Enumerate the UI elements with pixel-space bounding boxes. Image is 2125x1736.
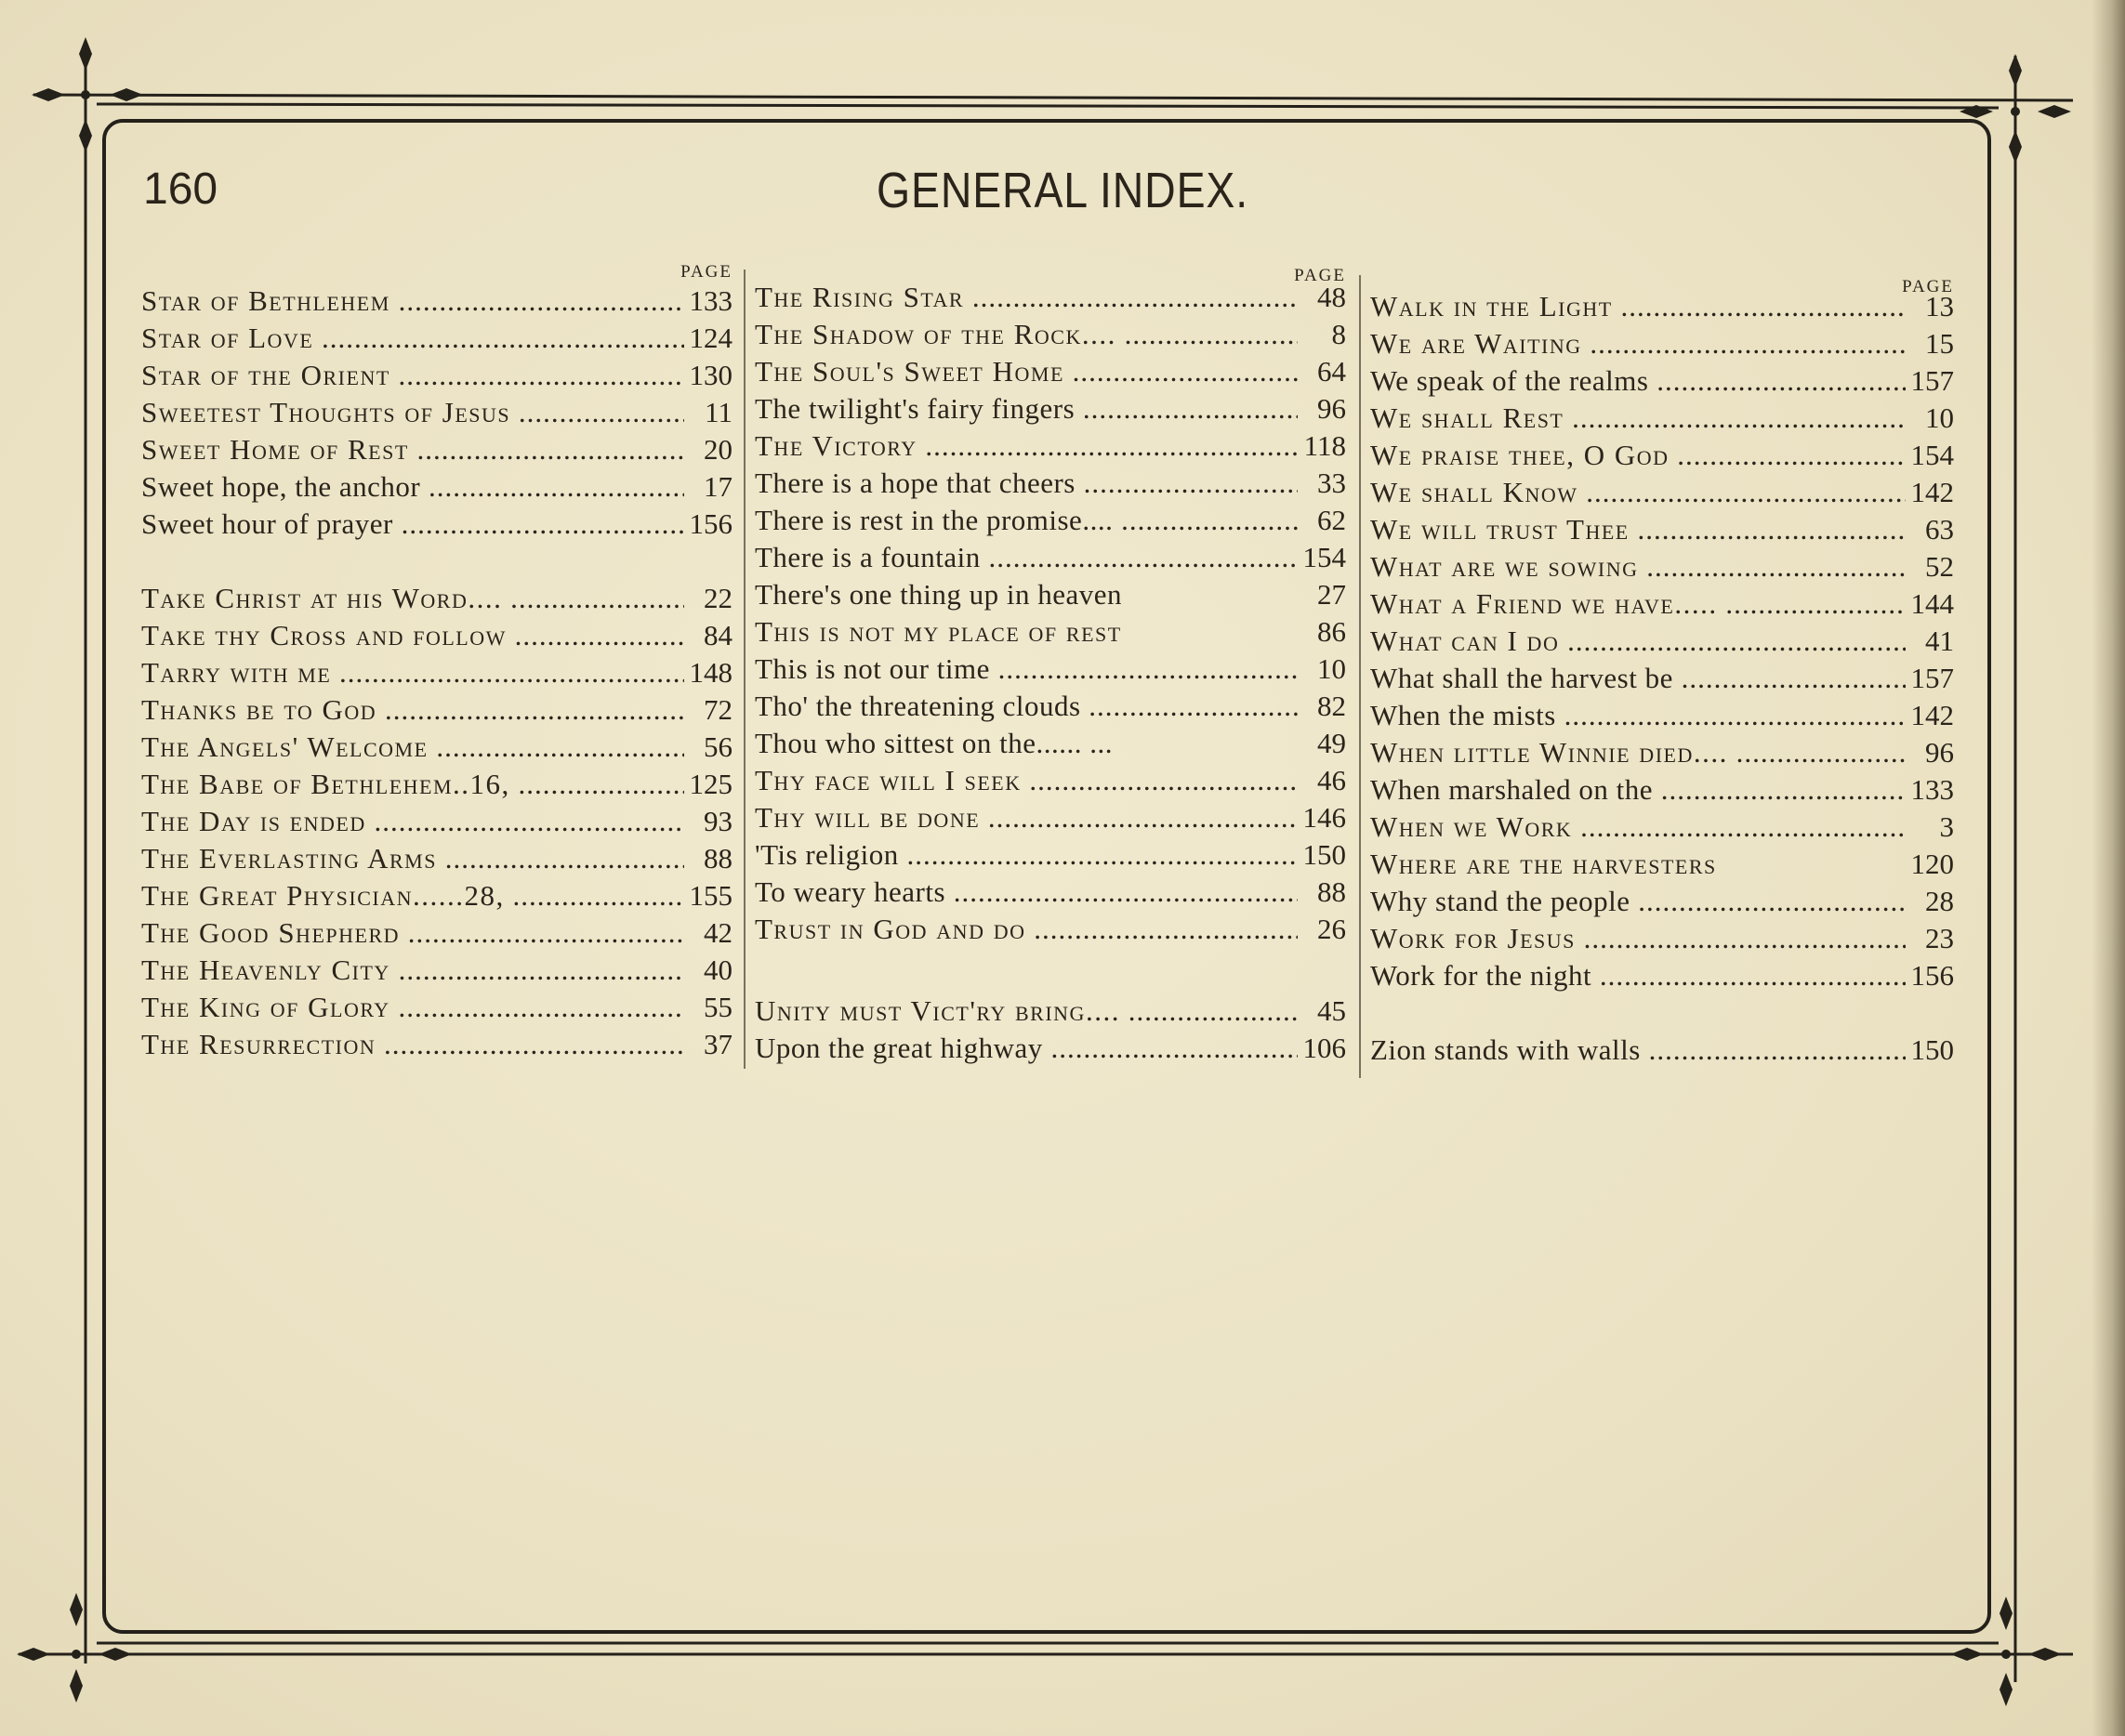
entry-title: Tho' the threatening clouds .....	[755, 688, 1298, 725]
entry-page-number: 120	[1910, 848, 1954, 880]
page-column-header: PAGE	[1294, 266, 1346, 285]
entry-title: When the mists .....	[1370, 697, 1906, 734]
entry-title: Star of Bethlehem .....	[141, 283, 684, 320]
entry-title: We will trust Thee .....	[1370, 511, 1906, 548]
entry-title: Work for Jesus .....	[1370, 920, 1906, 957]
index-entry	[1370, 809, 1954, 846]
entry-page-number: 33	[1317, 467, 1346, 499]
entry-page-number: 96	[1925, 736, 1954, 769]
entry-page-number: 156	[1910, 959, 1954, 992]
index-entry	[755, 1030, 1346, 1067]
entry-page-number: 157	[1910, 364, 1954, 397]
entry-page-number: 49	[1317, 727, 1346, 759]
entry-page-number: 118	[1303, 429, 1346, 462]
entry-page-number: 150	[1910, 1033, 1954, 1066]
entry-title: Sweet Home of Rest .....	[141, 431, 684, 468]
entry-title: What are we sowing .....	[1370, 548, 1906, 585]
entry-title: We shall Rest .....	[1370, 400, 1906, 437]
entry-title: Sweet hope, the anchor .....	[141, 468, 684, 506]
entry-page-number: 144	[1910, 587, 1954, 620]
page-number: 160	[143, 164, 218, 214]
entry-title: What a Friend we have..... .....	[1370, 585, 1906, 623]
entry-title: 'Tis religion .....	[755, 836, 1298, 874]
index-entry	[755, 613, 1346, 651]
entry-title: Upon the great highway .....	[755, 1030, 1298, 1067]
entry-page-number: 46	[1317, 764, 1346, 796]
entry-page-number: 10	[1317, 652, 1346, 685]
entry-page-number: 142	[1910, 699, 1954, 731]
index-entry	[755, 502, 1346, 539]
entry-title: Walk in the Light .....	[1370, 288, 1906, 325]
index-entry	[141, 729, 733, 766]
index-entry	[1370, 920, 1954, 957]
entry-page-number: 20	[704, 433, 733, 466]
entry-title: Thy face will I seek .....	[755, 762, 1298, 799]
entry-page-number: 23	[1925, 922, 1954, 954]
entry-page-number: 13	[1925, 290, 1954, 322]
entry-title: We speak of the realms .....	[1370, 362, 1906, 400]
index-entry	[141, 766, 733, 803]
entry-page-number: 142	[1910, 476, 1954, 508]
entry-title: We praise thee, O God .....	[1370, 437, 1906, 474]
index-entry	[141, 431, 733, 468]
index-entry	[755, 688, 1346, 725]
entry-title: When marshaled on the .....	[1370, 771, 1906, 809]
entry-page-number: 88	[1317, 875, 1346, 908]
index-entry	[141, 320, 733, 357]
entry-page-number: 48	[1317, 281, 1346, 313]
index-entry	[1370, 474, 1954, 511]
entry-title: This is not our time .....	[755, 651, 1298, 688]
entry-page-number: 150	[1302, 838, 1346, 871]
entry-page-number: 72	[704, 693, 733, 726]
index-entry	[755, 993, 1346, 1030]
index-entry	[141, 357, 733, 394]
entry-page-number: 86	[1317, 615, 1346, 648]
entry-title: Unity must Vict'ry bring.... .....	[755, 993, 1298, 1030]
entry-title: Sweet hour of prayer .....	[141, 506, 684, 543]
entry-title: There's one thing up in heaven	[755, 578, 1123, 611]
entry-page-number: 62	[1317, 504, 1346, 536]
entry-title: There is a hope that cheers .....	[755, 465, 1298, 502]
entry-title: The twilight's fairy fingers .....	[755, 390, 1298, 427]
entry-page-number: 93	[704, 805, 733, 837]
entry-title: We are Waiting .....	[1370, 325, 1906, 362]
index-entry	[1370, 1032, 1954, 1069]
entry-title: To weary hearts .....	[755, 874, 1298, 911]
entry-title: There is rest in the promise.... .....	[755, 502, 1298, 539]
entry-page-number: 133	[1910, 773, 1954, 806]
entry-page-number: 41	[1925, 625, 1954, 657]
entry-page-number: 133	[689, 284, 733, 317]
entry-page-number: 52	[1925, 550, 1954, 583]
entry-page-number: 56	[704, 730, 733, 763]
entry-page-number: 148	[689, 656, 733, 689]
entry-title: Thy will be done .....	[755, 799, 1298, 836]
entry-title: Star of the Orient .....	[141, 357, 684, 394]
entry-title: Take Christ at his Word.... .....	[141, 580, 684, 617]
entry-page-number: 82	[1317, 690, 1346, 722]
entry-page-number: 84	[704, 619, 733, 651]
index-entry	[141, 394, 733, 431]
entry-title: Why stand the people .....	[1370, 883, 1906, 920]
index-entry	[1370, 697, 1954, 734]
entry-title: Thanks be to God .....	[141, 691, 684, 729]
entry-title: The Shadow of the Rock.... .....	[755, 316, 1298, 353]
entry-page-number: 11	[705, 396, 733, 428]
index-entry	[755, 353, 1346, 390]
index-entry	[755, 874, 1346, 911]
entry-page-number: 124	[689, 322, 733, 354]
entry-page-number: 130	[689, 359, 733, 391]
entry-page-number: 22	[704, 582, 733, 614]
entry-page-number: 157	[1910, 662, 1954, 694]
index-entry	[1370, 734, 1954, 771]
index-entry	[1370, 362, 1954, 400]
entry-title: The Heavenly City .....	[141, 952, 684, 989]
index-entry	[755, 390, 1346, 427]
index-entry	[755, 316, 1346, 353]
entry-title: What shall the harvest be .....	[1370, 660, 1906, 697]
entry-title: The Angels' Welcome .....	[141, 729, 684, 766]
entry-title: Where are the harvesters	[1370, 848, 1717, 880]
entry-title: Thou who sittest on the...... ...	[755, 727, 1114, 759]
entry-page-number: 96	[1317, 392, 1346, 425]
entry-page-number: 154	[1302, 541, 1346, 573]
index-entry	[755, 539, 1346, 576]
entry-page-number: 106	[1302, 1032, 1346, 1064]
entry-page-number: 155	[689, 879, 733, 912]
entry-title: The King of Glory .....	[141, 989, 684, 1026]
column-divider	[1359, 275, 1361, 1078]
entry-page-number: 28	[1925, 885, 1954, 917]
entry-title: The Victory .....	[755, 427, 1298, 465]
entry-title: When little Winnie died.... .....	[1370, 734, 1906, 771]
entry-title: Take thy Cross and follow .....	[141, 617, 684, 654]
entry-page-number: 27	[1317, 578, 1346, 611]
index-entry	[141, 989, 733, 1026]
entry-title: There is a fountain .....	[755, 539, 1298, 576]
entry-page-number: 125	[689, 768, 733, 800]
entry-page-number: 63	[1925, 513, 1954, 546]
index-entry	[141, 691, 733, 729]
entry-page-number: 154	[1910, 439, 1954, 471]
index-entry	[1370, 883, 1954, 920]
page-column-header: PAGE	[680, 262, 733, 282]
index-entry	[1370, 660, 1954, 697]
entry-title: The Babe of Bethlehem..16, .....	[141, 766, 684, 803]
entry-page-number: 10	[1925, 401, 1954, 434]
entry-title: When we Work .....	[1370, 809, 1906, 846]
index-entry	[1370, 511, 1954, 548]
entry-title: Zion stands with walls .....	[1370, 1032, 1906, 1069]
index-entry	[1370, 623, 1954, 660]
page-column-header: PAGE	[1902, 277, 1954, 296]
index-entry	[141, 617, 733, 654]
index-entry	[1370, 325, 1954, 362]
entry-title: This is not my place of rest	[755, 615, 1122, 648]
index-entry	[755, 427, 1346, 465]
entry-title: Sweetest Thoughts of Jesus .....	[141, 394, 684, 431]
index-entry	[141, 952, 733, 989]
entry-page-number: 45	[1317, 994, 1346, 1027]
index-entry	[1370, 846, 1954, 883]
entry-title: The Soul's Sweet Home .....	[755, 353, 1298, 390]
index-entry	[141, 803, 733, 840]
index-entry	[141, 877, 733, 914]
entry-title: Work for the night .....	[1370, 957, 1906, 994]
entry-page-number: 15	[1925, 327, 1954, 360]
entry-title: Trust in God and do .....	[755, 911, 1298, 948]
index-entry	[1370, 771, 1954, 809]
column-divider	[744, 270, 746, 1069]
index-entry	[141, 840, 733, 877]
entry-page-number: 64	[1317, 355, 1346, 388]
index-entry	[755, 725, 1346, 762]
index-entry	[1370, 585, 1954, 623]
entry-title: The Day is ended .....	[141, 803, 684, 840]
entry-title: We shall Know .....	[1370, 474, 1906, 511]
index-entry	[755, 911, 1346, 948]
index-entry	[1370, 400, 1954, 437]
entry-page-number: 26	[1317, 913, 1346, 945]
index-entry	[141, 283, 733, 320]
entry-page-number: 37	[704, 1028, 733, 1060]
entry-page-number: 17	[704, 470, 733, 503]
entry-title: Star of Love .....	[141, 320, 684, 357]
entry-title: The Everlasting Arms .....	[141, 840, 684, 877]
entry-title: What can I do .....	[1370, 623, 1906, 660]
index-entry	[755, 465, 1346, 502]
entry-title: Tarry with me .....	[141, 654, 684, 691]
entry-page-number: 88	[704, 842, 733, 875]
entry-page-number: 40	[704, 953, 733, 986]
index-entry	[141, 1026, 733, 1063]
index-entry	[755, 799, 1346, 836]
index-entry	[141, 506, 733, 543]
entry-page-number: 156	[689, 507, 733, 540]
entry-page-number: 55	[704, 991, 733, 1023]
index-entry	[141, 914, 733, 952]
index-entry	[755, 576, 1346, 613]
index-entry	[755, 836, 1346, 874]
index-entry	[1370, 548, 1954, 585]
entry-page-number: 42	[704, 916, 733, 949]
index-entry	[1370, 957, 1954, 994]
entry-title: The Rising Star .....	[755, 279, 1298, 316]
entry-page-number: 8	[1331, 318, 1346, 350]
index-entry	[1370, 437, 1954, 474]
index-entry	[755, 651, 1346, 688]
entry-title: The Resurrection .....	[141, 1026, 684, 1063]
index-entry	[141, 580, 733, 617]
index-entry	[755, 762, 1346, 799]
entry-page-number: 3	[1939, 810, 1954, 843]
index-entry	[755, 279, 1346, 316]
page-title: GENERAL INDEX.	[876, 163, 1249, 218]
entry-title: The Good Shepherd .....	[141, 914, 684, 952]
entry-page-number: 146	[1302, 801, 1346, 834]
entry-title: The Great Physician......28, .....	[141, 877, 684, 914]
index-entry	[1370, 288, 1954, 325]
index-entry	[141, 468, 733, 506]
index-entry	[141, 654, 733, 691]
